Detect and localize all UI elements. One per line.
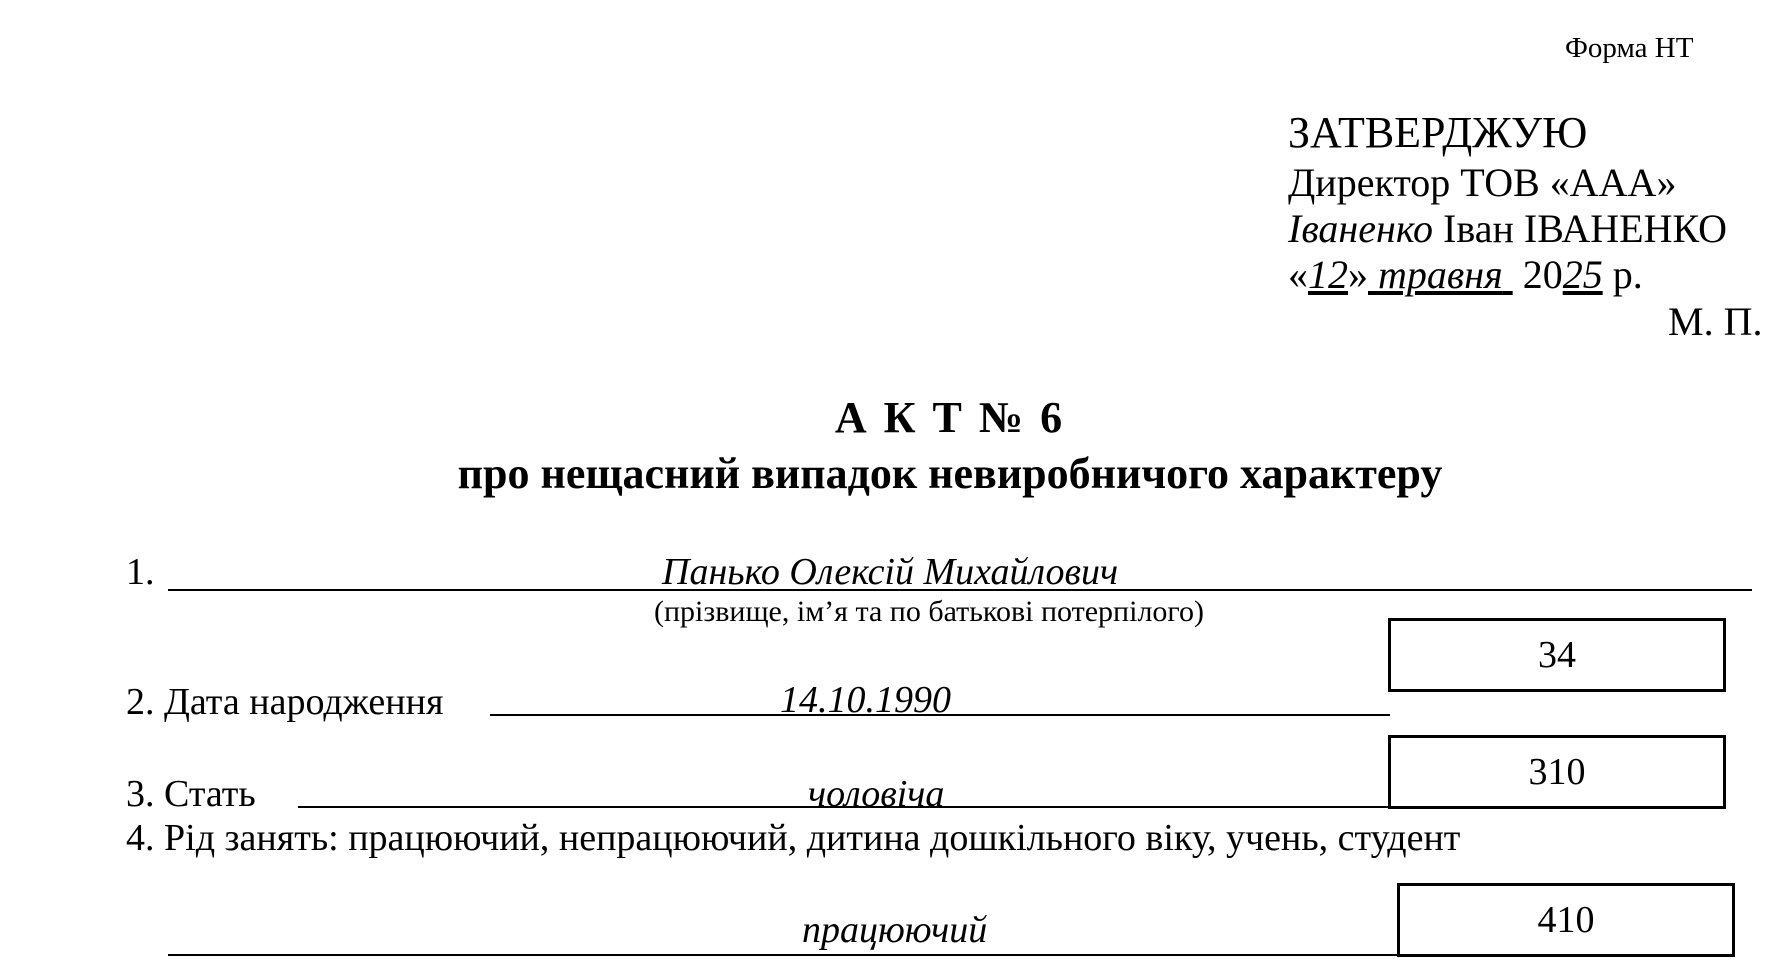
approval-month: травня — [1378, 252, 1503, 297]
approval-title: ЗАТВЕРДЖУЮ — [1288, 108, 1588, 157]
field-4-label: 4. Рід занять: працюючий, непрацюючий, дитина дошкільного віку, учень, студент — [126, 817, 1461, 859]
field-4-value: працюючий — [802, 909, 988, 951]
approval-name: Іван ІВАНЕНКО — [1443, 206, 1728, 251]
field-3-value: чоловіча — [808, 773, 945, 815]
document-subtitle: про нещасний випадок невиробничого характеру — [457, 449, 1443, 498]
field-3-code-box: 310 — [1388, 735, 1726, 809]
form-label: Форма НТ — [1565, 32, 1694, 64]
date-open-quote: « — [1288, 252, 1308, 297]
approval-director: Директор ТОВ «ААА» — [1288, 160, 1677, 205]
approval-year-suffix: 25 — [1562, 252, 1603, 297]
field-1-number: 1. — [126, 551, 155, 593]
stamp-place: М. П. — [1668, 299, 1763, 344]
field-4-code-box: 410 — [1397, 883, 1735, 957]
approval-day: 12 — [1308, 252, 1348, 297]
field-2-label: 2. Дата народження — [126, 681, 444, 723]
approval-year-prefix: 20 — [1522, 252, 1563, 297]
field-3-label: 3. Стать — [126, 773, 256, 815]
approval-signatory — [1288, 206, 1727, 252]
approval-signature: Іваненко — [1288, 206, 1434, 251]
field-4-line — [168, 954, 1398, 956]
approval-date — [1288, 252, 1643, 298]
field-1-hint: (прізвище, ім’я та по батькові потерпілого) — [654, 595, 1204, 628]
approval-year-label: р. — [1612, 252, 1643, 297]
field-2-value: 14.10.1990 — [780, 679, 951, 721]
field-2-code-box: 34 — [1388, 618, 1726, 692]
document-title: А К Т № 6 — [834, 393, 1066, 442]
field-1-value: Панько Олексій Михайлович — [662, 551, 1119, 593]
date-close-quote: » — [1348, 252, 1368, 297]
